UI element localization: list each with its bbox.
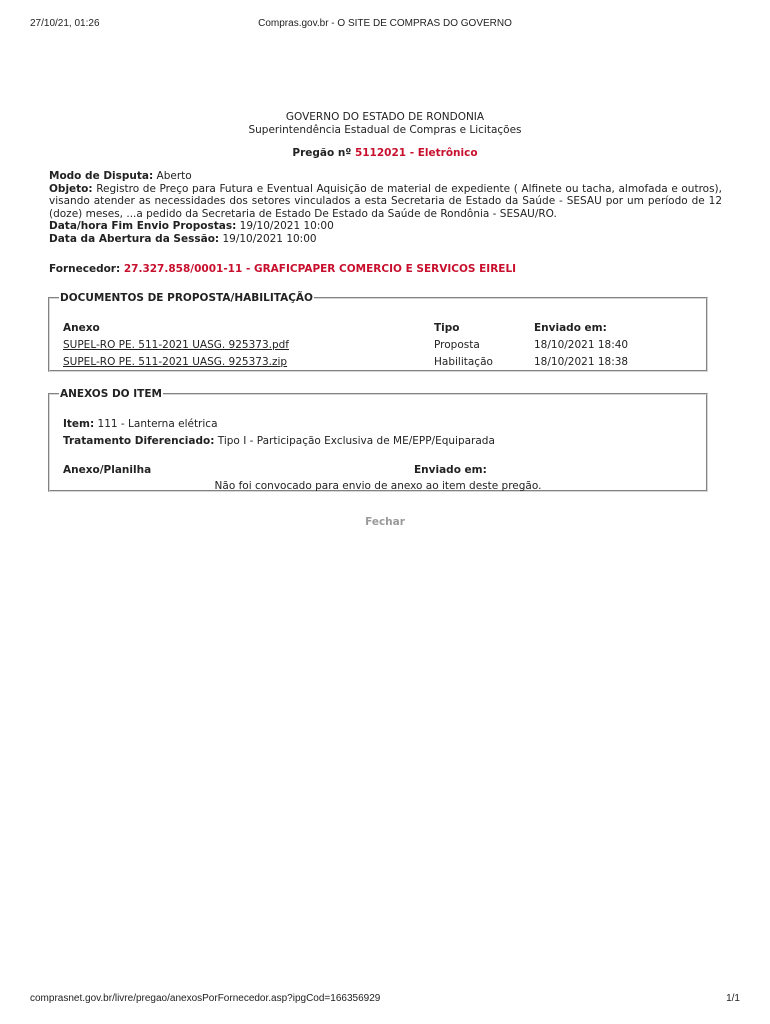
close-button[interactable]: Fechar — [365, 516, 405, 528]
print-header — [30, 18, 740, 32]
document-tipo: Proposta — [434, 339, 480, 351]
agency-name: Superintendência Estadual de Compras e Licitações — [248, 124, 522, 136]
col-enviado-header: Enviado em: — [414, 464, 487, 476]
modo-disputa-label: Modo de Disputa: — [49, 170, 154, 182]
abertura-label: Data da Abertura da Sessão: — [49, 232, 220, 245]
col-anexo-planilha-header: Anexo/Planilha — [63, 464, 152, 476]
print-footer — [30, 993, 740, 1007]
fim-envio-value: 19/10/2021 10:00 — [236, 220, 334, 232]
print-page-number: 1/1 — [726, 993, 740, 1004]
pregao-number: 5112021 - Eletrônico — [354, 147, 478, 159]
tratamento-value: Tipo I - Participação Exclusiva de ME/EPP/Equiparada — [214, 435, 495, 447]
print-page-title: Compras.gov.br - O SITE DE COMPRAS DO GOVERNO — [258, 18, 512, 29]
modo-disputa-value: Aberto — [153, 170, 192, 182]
documentos-legend: DOCUMENTOS DE PROPOSTA/HABILITAÇÃO — [60, 292, 313, 304]
col-tipo-header: Tipo — [434, 322, 460, 334]
abertura-value: 19/10/2021 10:00 — [219, 232, 317, 245]
objeto — [49, 183, 722, 221]
document-enviado: 18/10/2021 18:40 — [534, 339, 629, 351]
fornecedor-label: Fornecedor: — [49, 263, 124, 275]
document-enviado: 18/10/2021 18:38 — [534, 356, 629, 368]
fornecedor — [49, 263, 516, 275]
no-attachment-message: Não foi convocado para envio de anexo ao item deste pregão. — [214, 480, 542, 492]
item-label: Item: — [63, 418, 95, 430]
print-url: comprasnet.gov.br/livre/pregao/anexosPorFornecedor.asp?ipgCod=166356929 — [30, 993, 381, 1004]
document-tipo: Habilitação — [434, 356, 493, 368]
item-value: 111 - Lanterna elétrica — [94, 418, 218, 430]
fornecedor-value: 27.327.858/0001-11 - GRAFICPAPER COMERCIO E SERVICOS EIRELI — [123, 263, 517, 275]
col-anexo-header: Anexo — [63, 322, 100, 334]
documentos-fieldset — [48, 292, 708, 372]
government-header — [0, 111, 770, 137]
item-line — [63, 418, 218, 430]
objeto-value: Registro de Preço para Futura e Eventual Aquisição de material de expediente ( Alfinete ou tacha, almofada e outros), visando atender as necessidades dos setores vinculados a esta Secretaria de Estado da Saúde - SESAU por um período de 12 (doze) meses, ...a pedido da Secretaria de Estado De Estado da Saúde de Rondônia - SESAU/RO. — [49, 182, 722, 220]
pregao-info — [49, 170, 722, 245]
modo-disputa — [49, 170, 722, 183]
document-link-zip[interactable]: SUPEL-RO PE. 511-2021 UASG. 925373.zip — [63, 356, 288, 368]
abertura-sessao — [49, 233, 722, 246]
tratamento-line — [63, 435, 495, 447]
fim-envio — [49, 220, 722, 233]
objeto-label: Objeto: — [49, 182, 93, 195]
fim-envio-label: Data/hora Fim Envio Propostas: — [49, 220, 237, 232]
col-enviado-header: Enviado em: — [534, 322, 607, 334]
document-link-pdf[interactable]: SUPEL-RO PE. 511-2021 UASG. 925373.pdf — [63, 339, 289, 351]
tratamento-label: Tratamento Diferenciado: — [63, 435, 215, 447]
anexos-item-legend: ANEXOS DO ITEM — [60, 388, 162, 400]
pregao-prefix: Pregão nº — [292, 147, 355, 159]
government-name: GOVERNO DO ESTADO DE RONDONIA — [285, 111, 485, 123]
print-datetime: 27/10/21, 01:26 — [30, 18, 100, 29]
pregao-title — [0, 147, 770, 159]
anexos-item-fieldset — [48, 388, 708, 492]
